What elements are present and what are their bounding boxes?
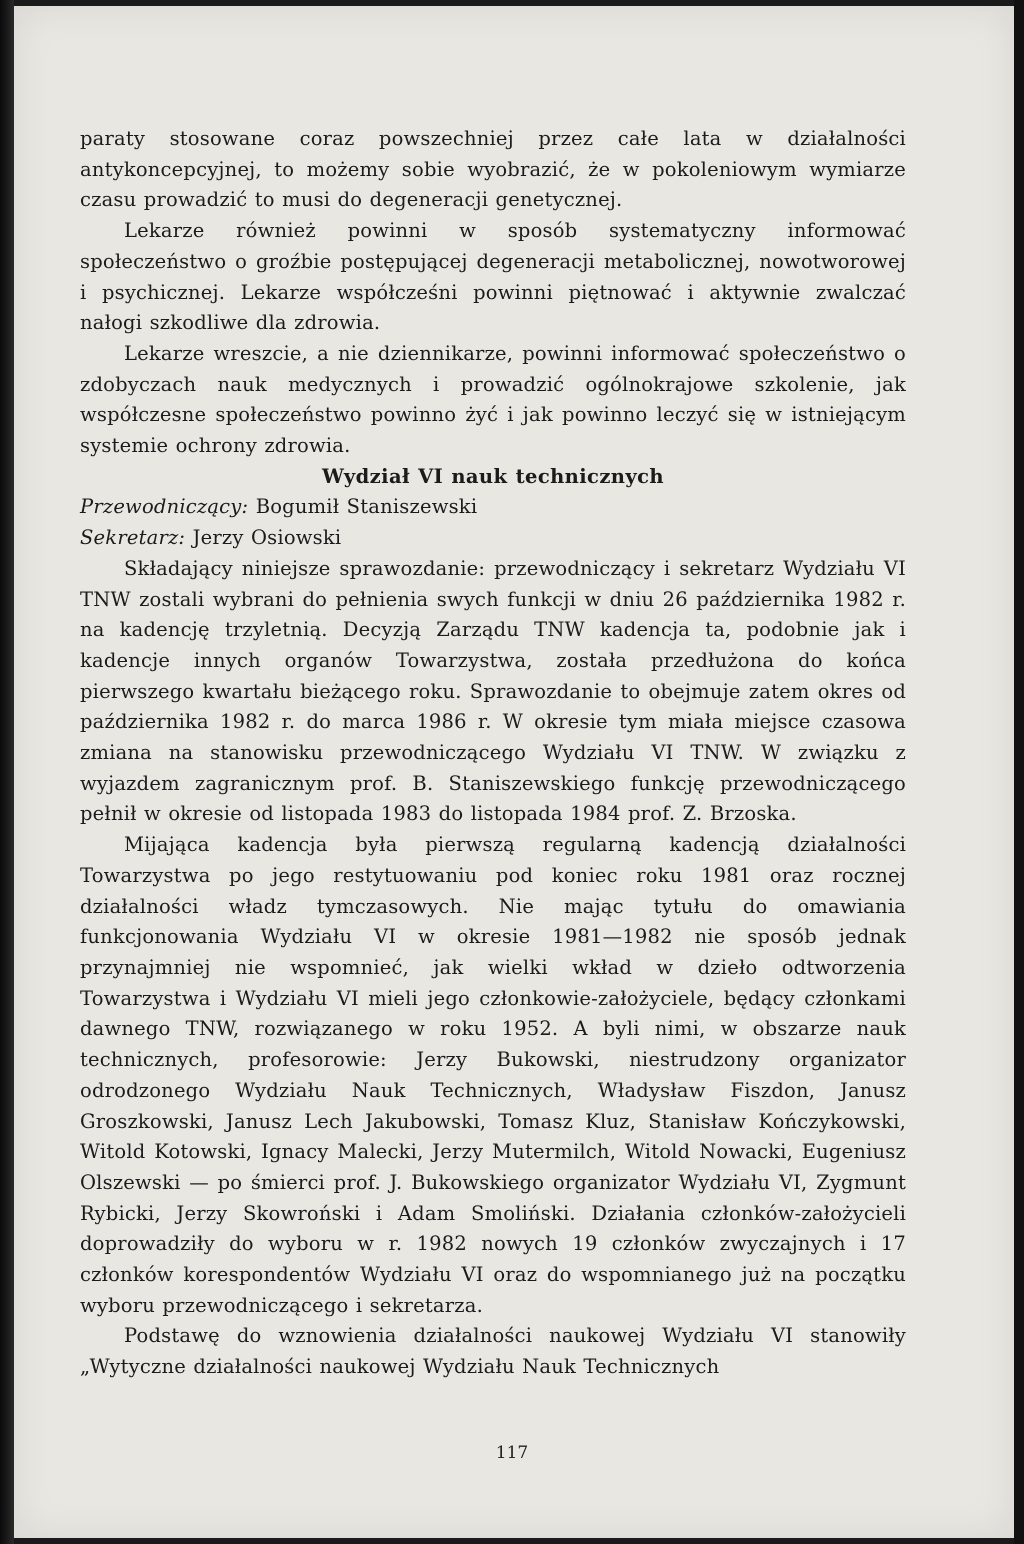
secretary-name: Jerzy Osiowski <box>192 526 342 550</box>
paragraph: Podstawę do wznowienia działalności naukowej Wydziału VI stanowiły „Wytyczne działalności naukowej Wydziału Nauk Technicznych <box>80 1324 906 1379</box>
chair-line <box>80 492 906 523</box>
scan-left-edge <box>0 0 14 1544</box>
scan-right-edge <box>1014 0 1024 1544</box>
page-number: 117 <box>495 1443 529 1463</box>
paragraph-continuation: paraty stosowane coraz powszechniej przez całe lata w działalności antykoncepcyjnej, to możemy sobie wyobrazić, że w pokoleniowym wymiarze czasu prowadzić to musi do degeneracji genetycznej. <box>80 127 906 212</box>
body-text <box>80 124 906 1383</box>
secretary-line <box>80 523 906 554</box>
section-heading: Wydział VI nauk technicznych <box>322 464 664 488</box>
secretary-label: Sekretarz: <box>80 526 186 550</box>
chair-label: Przewodniczący: <box>80 495 249 519</box>
paragraph: Lekarze również powinni w sposób systematyczny informować społeczeństwo o groźbie postępującej degeneracji metabolicznej, nowotworowej i psychicznej. Lekarze współcześni powinni piętnować i aktywnie zwalczać nałogi szkodliwe dla zdrowia. <box>80 219 906 335</box>
chair-name: Bogumił Staniszewski <box>255 495 478 519</box>
paragraph: Mijająca kadencja była pierwszą regularną kadencją działalności Towarzystwa po jego restytuowaniu pod koniec roku 1981 oraz rocznej działalności władz tymczasowych. Nie mając tytułu do omawiania funkcjonowania Wydziału VI w okresie 1981—1982 nie sposób jednak przynajmniej nie wspomnieć, jak wielki wkład w dzieło odtworzenia Towarzystwa i Wydziału VI mieli jego członkowie-założyciele, będący członkami dawnego TNW, rozwiązanego w roku 1952. A byli nimi, w obszarze nauk technicznych, profesorowie: Jerzy Bukowski, niestrudzony organizator odrodzonego Wydziału Nauk Technicznych, Władysław Fiszdon, Janusz Groszkowski, Janusz Lech Jakubowski, Tomasz Kluz, Stanisław Kończykowski, Witold Kotowski, Ignacy Malecki, Jerzy Mutermilch, Witold Nowacki, Eugeniusz Olszewski — po śmierci prof. J. Bukowskiego organizator Wydziału VI, Zygmunt Rybicki, Jerzy Skowroński i Adam Smoliński. Działania członków-założycieli doprowadziły do wyboru w r. 1982 nowych 19 członków zwyczajnych i 17 członków korespondentów Wydziału VI oraz do wspomnianego już na początku wyboru przewodniczącego i sekretarza. <box>80 833 906 1317</box>
paragraph: Lekarze wreszcie, a nie dziennikarze, powinni informować społeczeństwo o zdobyczach nauk medycznych i prowadzić ogólnokrajowe szkolenie, jak współczesne społeczeństwo powinno żyć i jak powinno leczyć się w istniejącym systemie ochrony zdrowia. <box>80 341 906 458</box>
paragraph: Składający niniejsze sprawozdanie: przewodniczący i sekretarz Wydziału VI TNW zostali wybrani do pełnienia swych funkcji w dniu 26 października 1982 r. na kadencję trzyletnią. Decyzją Zarządu TNW kadencja ta, podobnie jak i kadencje innych organów Towarzystwa, została przedłużona do końca pierwszego kwartału bieżącego roku. Sprawozdanie to obejmuje zatem okres od października 1982 r. do marca 1986 r. W okresie tym miała miejsce czasowa zmiana na stanowisku przewodniczącego Wydziału VI TNW. W związku z wyjazdem zagranicznym prof. B. Staniszewskiego funkcję przewodniczącego pełnił w okresie od listopada 1983 do listopada 1984 prof. Z. Brzoska. <box>80 556 906 826</box>
